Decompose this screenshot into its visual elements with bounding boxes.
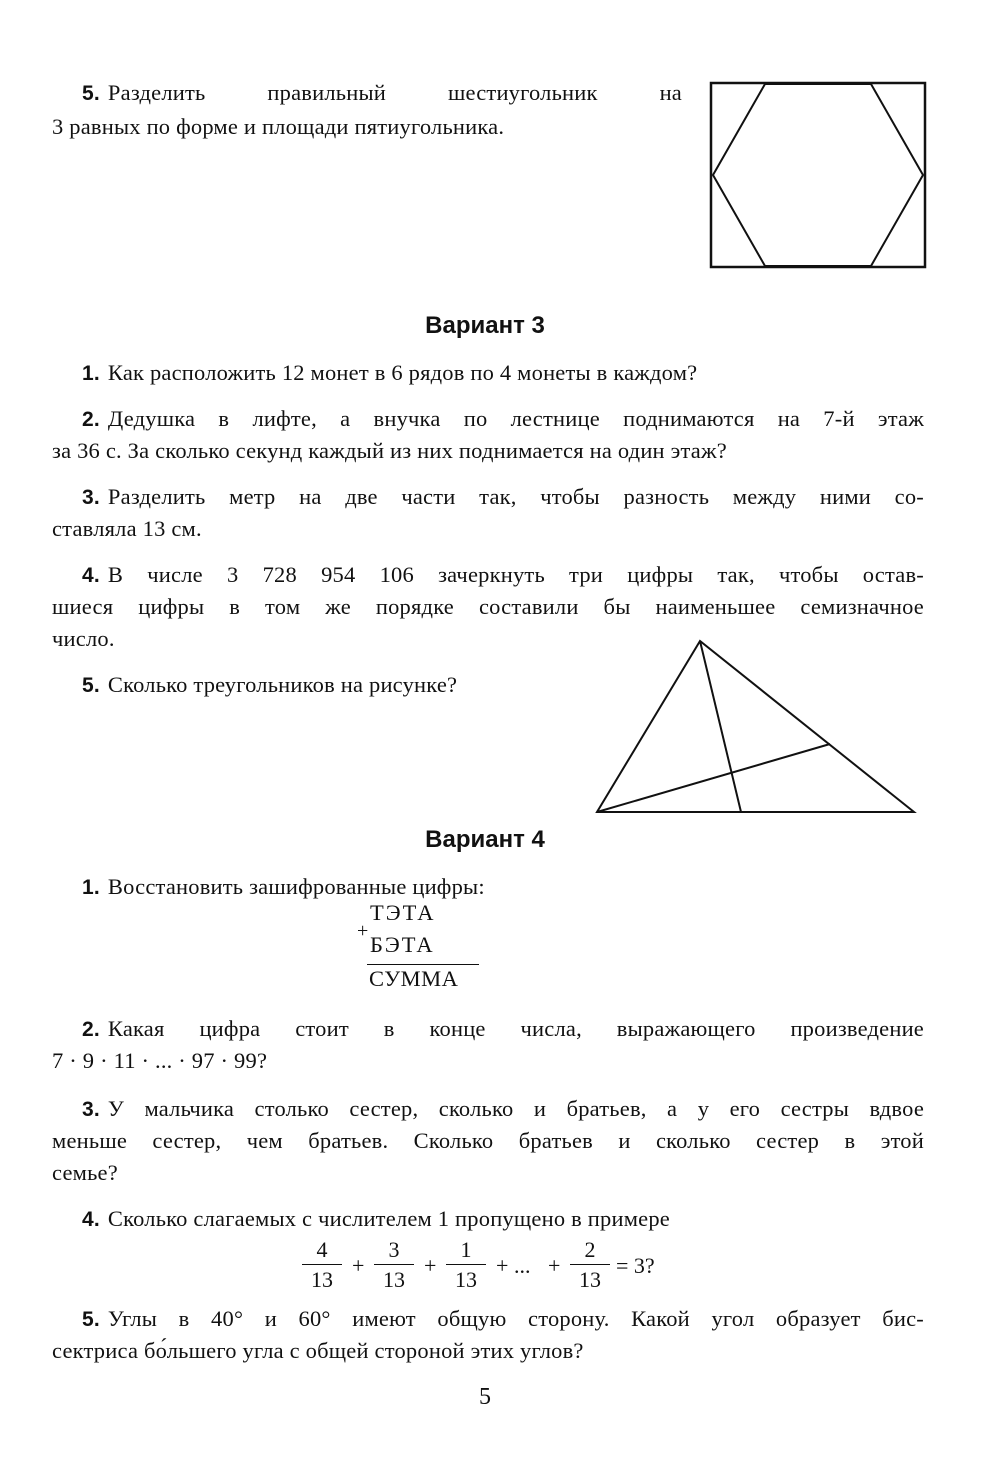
problem-number: 5. (82, 674, 100, 697)
problem-text: Сколько слагаемых с числителем 1 пропущено в примере (107, 1206, 670, 1231)
problem-number: 3. (82, 486, 100, 509)
variant-4-heading: Вариант 4 (425, 826, 545, 853)
problem-text: семье? (52, 1160, 118, 1185)
problem-text: меньше сестер, чем братьев. Сколько братьев и сколько сестер в этой (52, 1128, 924, 1153)
problem-text: Восстановить зашифрованные цифры: (107, 874, 485, 899)
addend-1: ТЭТА (370, 900, 436, 925)
problem-text: Углы в 40° и 60° имеют общую сторону. Какой угол образует бис- (107, 1306, 924, 1331)
problem-text: Как расположить 12 монет в 6 рядов по 4 монеты в каждом? (107, 360, 698, 385)
denominator: 13 (579, 1267, 601, 1292)
plus-sign: + (357, 920, 371, 942)
problem-top-5-line2 (52, 110, 682, 144)
problem-text: Какая цифра стоит в конце числа, выражающего произведение (107, 1016, 924, 1041)
fraction (374, 1236, 414, 1295)
problem-number: 5. (82, 1308, 100, 1331)
v3-problem-1 (52, 356, 924, 391)
problem-text: 3 равных по форме и площади пятиугольника. (52, 114, 505, 139)
fraction-equation (300, 1236, 700, 1306)
problem-text: Разделить правильный шестиугольник на (107, 80, 682, 105)
problem-text: 7 · 9 · 11 · ... · 97 · 99? (52, 1048, 268, 1073)
hexagon (713, 84, 923, 266)
v3-problem-3-line2 (52, 512, 924, 546)
v3-problem-2-line2 (52, 434, 924, 468)
outer-triangle (597, 641, 914, 812)
numerator: 1 (446, 1236, 486, 1265)
problem-text: В числе 3 728 954 106 зачеркнуть три цифры так, чтобы остав- (107, 562, 924, 587)
variant-3-heading: Вариант 3 (425, 312, 545, 339)
plus-sign: + (496, 1253, 509, 1278)
problem-number: 2. (82, 408, 100, 431)
problem-number: 4. (82, 564, 100, 587)
problem-text: число. (52, 626, 115, 651)
problem-text: за 36 с. За сколько секунд каждый из них поднимается на один этаж? (52, 438, 727, 463)
page-number: 5 (479, 1384, 491, 1410)
numerator: 4 (302, 1236, 342, 1265)
problem-text: Дедушка в лифте, а внучка по лестнице поднимаются на 7-й этаж (107, 406, 924, 431)
addend-2: БЭТА (370, 932, 435, 957)
problem-number: 2. (82, 1018, 100, 1041)
problem-text: ставляла 13 см. (52, 516, 202, 541)
fraction (446, 1236, 486, 1295)
fraction (302, 1236, 342, 1295)
ellipsis: ... (514, 1253, 531, 1278)
v4-problem-5-line2 (52, 1334, 924, 1368)
problem-number: 1. (82, 876, 100, 899)
problem-text: Разделить метр на две части так, чтобы разность между ними со- (107, 484, 924, 509)
v4-problem-1 (52, 870, 924, 905)
fraction (570, 1236, 610, 1295)
v4-problem-4 (52, 1202, 924, 1237)
problem-number: 3. (82, 1098, 100, 1121)
denominator: 13 (455, 1267, 477, 1292)
problem-number: 4. (82, 1208, 100, 1231)
hexagon-figure (708, 80, 928, 270)
numerator: 2 (570, 1236, 610, 1265)
sum-rule (367, 964, 479, 965)
sum-word: СУММА (369, 966, 459, 991)
problem-text: Сколько треугольников на рисунке? (107, 672, 458, 697)
problem-number: 1. (82, 362, 100, 385)
plus-sign: + (548, 1253, 561, 1278)
plus-sign: + (352, 1253, 365, 1278)
denominator: 13 (311, 1267, 333, 1292)
v4-problem-2-line2 (52, 1044, 924, 1078)
frame-rect (711, 83, 925, 267)
triangles-figure (590, 636, 920, 818)
plus-sign: + (424, 1253, 437, 1278)
v4-problem-3-line3 (52, 1156, 924, 1190)
denominator: 13 (383, 1267, 405, 1292)
problem-number: 5. (82, 82, 100, 105)
problem-text: шиеся цифры в том же порядке составили бы наименьшее семизначное (52, 594, 924, 619)
problem-text: У мальчика столько сестер, сколько и братьев, а у его сестры вдвое (107, 1096, 924, 1121)
equation-result: = 3? (616, 1253, 655, 1278)
cevian-line (700, 641, 741, 812)
numerator: 3 (374, 1236, 414, 1265)
problem-text: сектриса бо́льшего угла с общей стороной этих углов? (52, 1338, 584, 1363)
